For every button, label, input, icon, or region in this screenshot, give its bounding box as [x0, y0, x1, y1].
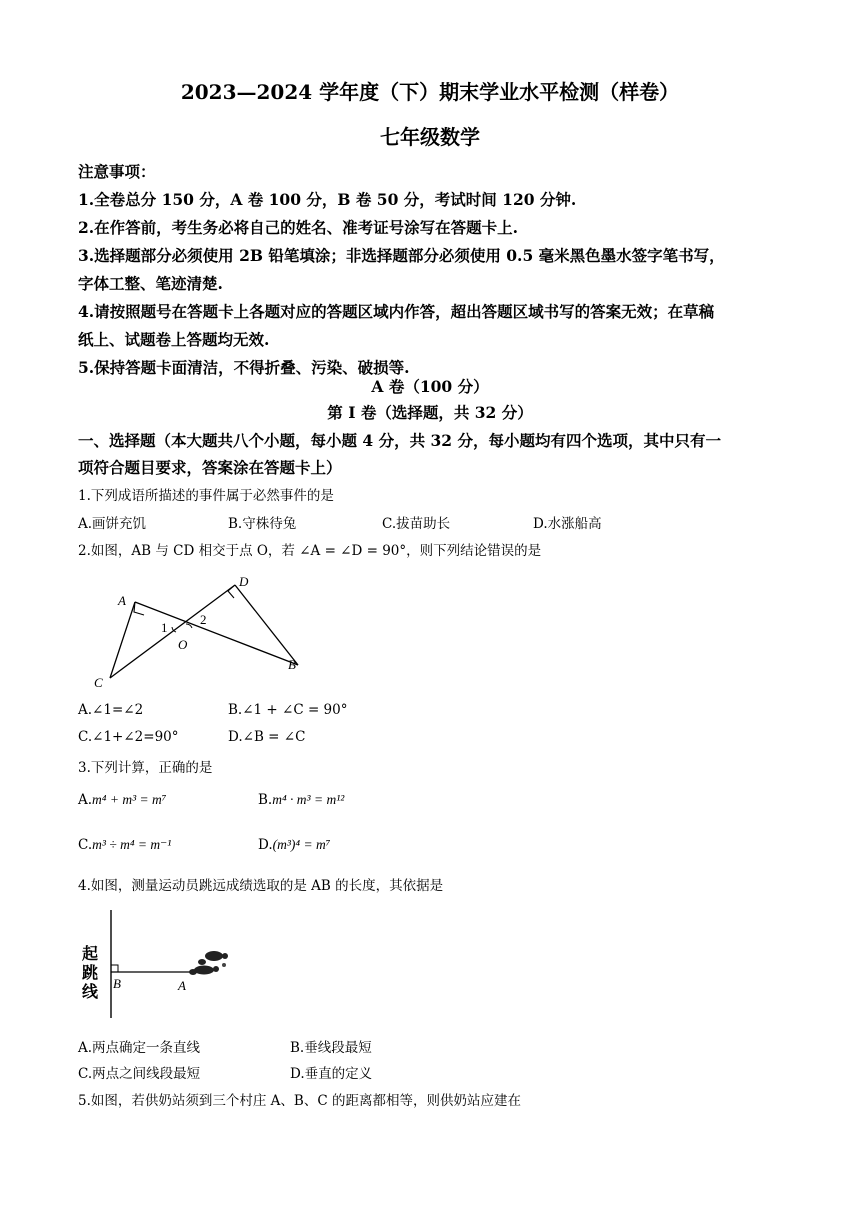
- question-1-options: [78, 512, 778, 532]
- note-line: 字体工整、笔迹清楚.: [78, 274, 223, 293]
- exam-title: 2023—2024 学年度（下）期末学业水平检测（样卷）: [180, 80, 680, 104]
- notes-block: [78, 158, 790, 382]
- q4-label-b: B: [113, 976, 121, 991]
- q2-option-d: D.∠B = ∠C: [228, 729, 306, 745]
- exam-subtitle: 七年级数学: [380, 125, 480, 149]
- note-line: 4.请按照题号在答题卡上各题对应的答题区域内作答，超出答题区域书写的答案无效；在草稿: [78, 302, 715, 321]
- q3-option-c-expr: m³ ÷ m⁴ = m⁻¹: [92, 837, 172, 852]
- question-5-stem: 5.如图，若供奶站须到三个村庄 A、B、C 的距离都相等，则供奶站应建在: [78, 1093, 521, 1109]
- q2-label-b: B: [288, 657, 296, 672]
- question-3-options-row2: [78, 837, 778, 857]
- q2-option-c: C.∠1+∠2=90°: [78, 729, 179, 745]
- q4-option-d: D.垂直的定义: [290, 1066, 373, 1082]
- q4-option-c: C.两点之间线段最短: [78, 1066, 201, 1082]
- q3-option-d-prefix: D.: [258, 837, 273, 853]
- question-3-stem: 3.下列计算，正确的是: [78, 760, 213, 776]
- q3-option-d: [258, 837, 330, 853]
- note-line: 3.选择题部分必须使用 2B 铅笔填涂；非选择题部分必须使用 0.5 毫米黑色墨水签字笔书写，: [78, 246, 725, 265]
- q2-label-one: 1: [161, 620, 168, 635]
- q3-option-a-prefix: A.: [78, 792, 93, 808]
- q3-option-b-prefix: B.: [258, 792, 273, 808]
- q3-option-b: [258, 792, 344, 808]
- question-4-options-row1: [78, 1036, 778, 1056]
- q4-text-qi: 起: [82, 946, 99, 963]
- section-line: 一、选择题（本大题共八个小题，每小题 4 分，共 32 分，每小题均有四个选项，其中只有一: [78, 431, 721, 450]
- section-line: 项符合题目要求，答案涂在答题卡上）: [78, 458, 342, 477]
- q2-option-a: A.∠1=∠2: [78, 702, 144, 718]
- question-2-stem: 2.如图，AB 与 CD 相交于点 O，若 ∠A = ∠D = 90°，则下列结论错误的是: [78, 543, 542, 559]
- footprint-icon: [189, 951, 228, 975]
- question-2-options-row2: [78, 729, 778, 749]
- q1-option-c: C.拔苗助长: [382, 516, 451, 532]
- q2-option-b: B.∠1 + ∠C = 90°: [228, 702, 348, 718]
- q2-label-d: D: [239, 574, 249, 589]
- q3-option-b-expr: m⁴ · m³ = m¹²: [272, 792, 345, 807]
- question-1-stem: 1.下列成语所描述的事件属于必然事件的是: [78, 488, 334, 504]
- q2-label-two: 2: [200, 612, 207, 627]
- q4-label-a: A: [178, 978, 186, 993]
- question-2-options-row1: [78, 702, 778, 722]
- q4-option-b: B.垂线段最短: [290, 1040, 372, 1056]
- q3-option-c-prefix: C.: [78, 837, 93, 853]
- question-4-options-row2: [78, 1062, 778, 1082]
- q2-label-o: O: [178, 637, 188, 652]
- question-3-options-row1: [78, 792, 778, 812]
- note-line: 1.全卷总分 150 分，A 卷 100 分，B 卷 50 分，考试时间 120 分钟.: [78, 190, 577, 209]
- q2-label-a: A: [118, 593, 126, 608]
- q3-option-d-expr: (m³)⁴ = m⁷: [272, 837, 331, 852]
- q4-text-xian: 线: [82, 984, 99, 1001]
- volume-heading: 第 I 卷（选择题，共 32 分）: [327, 403, 533, 422]
- q3-option-c: [78, 837, 171, 853]
- notes-heading: 注意事项：: [78, 162, 156, 181]
- section-heading: [78, 427, 790, 481]
- q4-option-a: A.两点确定一条直线: [78, 1040, 201, 1056]
- q4-figure: [78, 905, 248, 1025]
- note-line: 5.保持答题卡面清洁，不得折叠、污染、破损等.: [78, 358, 410, 377]
- note-line: 纸上、试题卷上答题均无效.: [78, 330, 270, 349]
- question-4-stem: 4.如图，测量运动员跳远成绩选取的是 AB 的长度，其依据是: [78, 878, 444, 894]
- q3-option-a-expr: m⁴ + m³ = m⁷: [92, 792, 167, 807]
- q1-option-d: D.水涨船高: [533, 516, 602, 532]
- note-line: 2.在作答前，考生务必将自己的姓名、准考证号涂写在答题卡上.: [78, 218, 519, 237]
- q2-label-c: C: [94, 675, 103, 690]
- q4-text-tiao: 跳: [82, 965, 99, 982]
- q2-figure: [80, 570, 320, 695]
- part-a-heading: A 卷（100 分）: [371, 377, 489, 396]
- q1-option-a: A.画饼充饥: [78, 516, 147, 532]
- q1-option-b: B.守株待兔: [228, 516, 297, 532]
- q3-option-a: [78, 792, 166, 808]
